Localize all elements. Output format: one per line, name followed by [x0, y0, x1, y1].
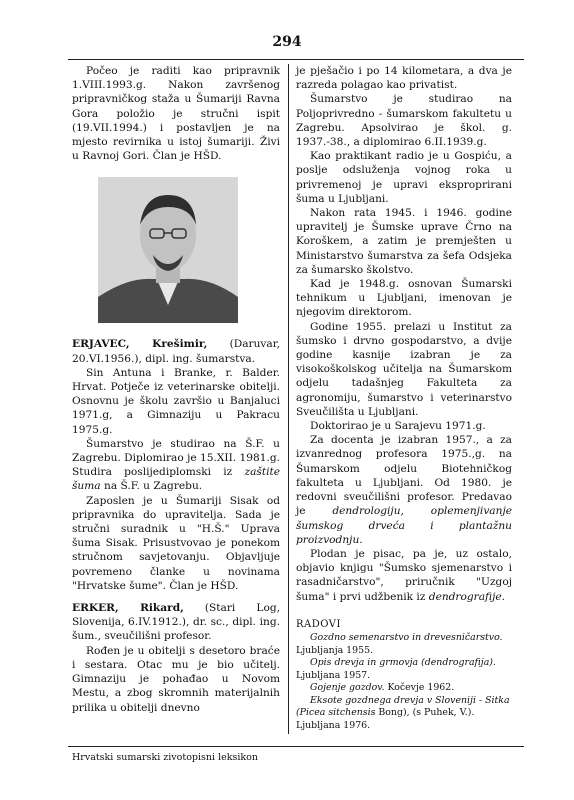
page-number: 294	[272, 34, 302, 50]
intro-paragraph: Počeo je raditi kao pripravnik 1.VIII.1993.g. Nakon završenog pripravničkog staža u Šumariji Ravna Gora položio je stručni ispit (19.VII.1994.) i postavljen je na mjesto revirnika u istoj šumariji. Živi u Ravnoj Gori. Član je HŠD.	[72, 65, 280, 163]
work-details: Ljubljanja 1955.	[296, 644, 374, 656]
erjavec-paragraph: Sin Antuna i Branke, r. Balder. Hrvat. Potječe iz veterinarske obitelji. Osnovnu je školu završio u Banjaluci 1971.g, a Gimnaziju u Pakracu 1975.g.	[72, 366, 280, 436]
erjavec-intro-text: (Daruvar, 20.VI.1956.), dipl. ing. šumarstva.	[72, 338, 280, 365]
erker-paragraph: Rođen je u obitelji s desetoro braće i sestara. Otac mu je bio učitelj. Gimnaziju je pohađao u Novom Mestu, a zbog skromnih materijalnih prilika u obitelji dnevno	[72, 644, 280, 714]
erker-paragraph: Šumarstvo je studirao na Poljoprivredno - šumarskom fakultetu u Zagrebu. Apsolvirao je škol. g. 1937.-38., a diplomirao 6.II.1939.g.	[296, 93, 512, 149]
works-heading: RADOVI	[296, 618, 341, 630]
header-rule	[68, 59, 524, 60]
erjavec-name: ERJAVEC, Krešimir,	[72, 338, 208, 351]
erker-paragraph: Godine 1955. prelazi u Institut za šumsko i drvno gospodarstvo, a dvije godine kasnije izabran je za visokoškolskog učitelja na Šumarskom odjelu tadašnjeg Fakulteta za agronomiju, šumarstvo i veterinarstvo Sveučilišta u Ljubljani.	[296, 320, 512, 418]
work-reference	[296, 682, 512, 695]
work-details: Kočevje 1962.	[384, 682, 455, 694]
erjavec-italic-text: zaštite šuma	[72, 466, 280, 493]
footer-text: Hrvatski sumarski zivotopisni leksikon	[72, 752, 259, 763]
erker-paragraph	[296, 433, 512, 547]
erjavec-paragraph	[72, 437, 280, 494]
work-reference	[296, 657, 512, 682]
work-title: Opis drevja in grmovja (dendrografija).	[310, 657, 496, 669]
erker-paragraph: Nakon rata 1945. i 1946. godine upravitelj je Šumske uprave Črno na Koroškem, a zatim je premješten u Ministarstvo šumarstva za šefa Odsjeka za šumarsko školstvo.	[296, 207, 512, 276]
erjavec-paragraph: Zaposlen je u Šumariji Sisak od pripravnika do upravitelja. Sada je stručni suradnik u "H.Š." Uprava šuma Sisak. Prisustvovao je ponekom stručnom savjetovanju. Objavljuje povremeno članke u novinama "Hrvatske šume". Član je HŠD.	[72, 494, 280, 592]
work-reference	[296, 632, 512, 657]
erker-paragraph: Kao praktikant radio je u Gospiću, a poslje odsluženja vojnog roka u privremenoj je upravi eksproprirani šuma u Ljubljani.	[296, 150, 512, 205]
erker-paragraph: Doktorirao je u Sarajevu 1971.g.	[310, 420, 486, 433]
erker-paragraph: je pješačio i po 14 kilometara, a dva je razreda polagao kao privatist.	[296, 65, 512, 92]
erker-paragraph: Kad je 1948.g. osnovan Šumarski tehnikum u Ljubljani, imenovan je njegovim direktorom.	[296, 278, 512, 319]
erker-intro-text: (Stari Log, Slovenija, 6.IV.1912.), dr. sc., dipl. ing. šum., sveučilišni profesor.	[72, 602, 280, 643]
erker-entry-intro	[72, 601, 280, 644]
work-details: Bong), (s Puhek, V.). Ljubljana 1976.	[296, 707, 475, 732]
footer-rule	[68, 746, 524, 747]
erker-name: ERKER, Rikard,	[72, 602, 184, 615]
erker-italic-text: dendrografije.	[428, 590, 506, 603]
erjavec-text: Šumarstvo je studirao na Š.F. u Zagrebu. Diplomirao je 15.XII. 1981.g. Studira poslijediplomski iz	[72, 437, 281, 479]
erker-text: Plodan je pisac, pa je, uz ostalo, objavio knjigu "Šumsko sjemenarstvo i rasadničarstvo", priručnik "Uzgoj šuma" i prvi udžbenik iz	[296, 547, 512, 603]
work-details: Ljubljana 1957.	[296, 669, 371, 681]
erker-paragraph	[296, 547, 512, 604]
right-column	[296, 64, 512, 733]
work-title: Gojenje gozdov.	[310, 682, 385, 694]
erjavec-text: na Š.F. u Zagrebu.	[100, 480, 203, 493]
work-reference	[296, 695, 512, 733]
portrait-photo	[98, 177, 238, 323]
work-title: Eksote gozdnega drevja v Sloveniji - Sitka (Picea sitchensis	[296, 694, 510, 719]
erker-italic-text: dendrologiju, oplemenjivanje šumskog drveća i plantažnu proizvodnju.	[296, 505, 513, 546]
erker-text: Za docenta je izabran 1957., a za izvanrednog profesora 1975.,g. na Šumarskom odjelu Biotehničkog fakulteta u Ljubljani. Od 1980. je redovni sveučilišni profesor. Predavao je	[296, 434, 512, 518]
work-title: Gozdno semenarstvo in drevesničarstvo.	[310, 631, 503, 643]
left-column	[72, 64, 280, 715]
erjavec-entry-intro	[72, 337, 280, 365]
column-divider	[288, 64, 289, 734]
